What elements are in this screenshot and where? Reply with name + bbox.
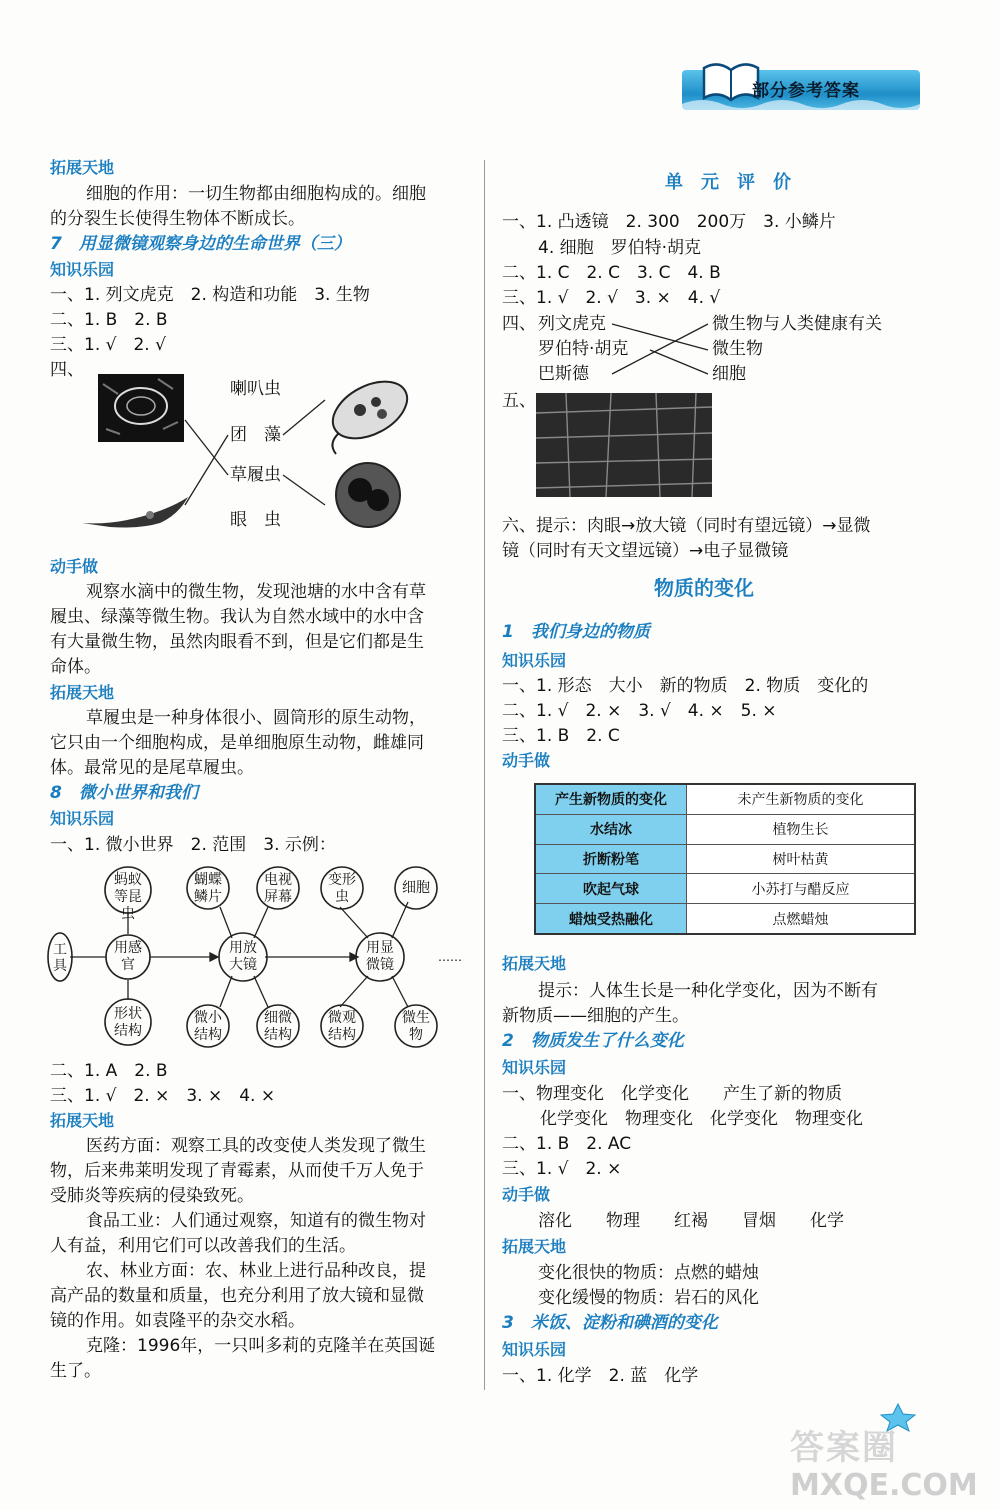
text-line: 农、林业方面：农、林业上进行品种改良，提 (86, 1261, 426, 1281)
table-cell: 树叶枯黄 (687, 844, 916, 874)
text-line: 新物质——细胞的产生。 (502, 1006, 689, 1026)
text-line: 溶化 物理 红褐 冒烟 化学 (538, 1211, 844, 1231)
lesson-title: 7 用显微镜观察身边的生命世界（三） (50, 234, 351, 254)
text-line: 人有益，利用它们可以改善我们的生活。 (50, 1236, 356, 1256)
diagram-node: 形状结构 (114, 1006, 142, 1039)
text-line: 克隆：1996年，一只叫多莉的克隆羊在英国诞 (86, 1336, 436, 1356)
match-label: 喇叭虫 (230, 379, 281, 399)
text-line: 观察水滴中的微生物，发现池塘的水中含有草 (86, 582, 426, 602)
match-right: 细胞 (712, 364, 746, 384)
text-line: 4. 细胞 罗伯特·胡克 (538, 238, 702, 258)
match-right: 微生物与人类健康有关 (712, 314, 882, 334)
text-line: 一、1. 凸透镜 2. 300 200万 3. 小鳞片 (502, 212, 836, 232)
text-line: 化学变化 物理变化 化学变化 物理变化 (540, 1109, 863, 1129)
diagram-node: 用感官 (114, 940, 142, 973)
table-row (535, 844, 915, 874)
diagram-node: 电视屏幕 (264, 872, 292, 905)
lesson-title: 2 物质发生了什么变化 (502, 1031, 684, 1051)
text-line: 物，后来弗莱明发现了青霉素，从而使千万人免于 (50, 1161, 424, 1181)
section-label: 知识乐园 (502, 1058, 567, 1077)
diagram-node: 微生物 (402, 1010, 430, 1043)
diagram-node: 蝴蝶鳞片 (194, 872, 222, 905)
section-label: 拓展天地 (50, 1111, 115, 1130)
section-label: 拓展天地 (502, 1237, 567, 1256)
text-line: 草履虫是一种身体很小、圆筒形的原生动物， (86, 708, 426, 728)
table-cell: 吹起气球 (535, 874, 687, 904)
text-line: 镜的作用。如袁隆平的杂交水稻。 (50, 1311, 305, 1331)
section-label: 拓展天地 (50, 683, 115, 702)
table-cell: 植物生长 (687, 814, 916, 844)
table-cell: 蜡烛受热融化 (535, 904, 687, 934)
text-line: 四、 (50, 360, 84, 380)
diagram-node: 用显微镜 (366, 940, 394, 973)
section-label: 动手做 (50, 557, 99, 576)
match-label: 眼 虫 (230, 510, 281, 530)
section-label: 动手做 (502, 1185, 551, 1204)
watermark-logo: 答案圈 (790, 1428, 898, 1468)
table-cell: 点燃蜡烛 (687, 904, 916, 934)
match-left: 列文虎克 (538, 314, 606, 334)
diagram-node: 微观结构 (328, 1010, 356, 1043)
text-line: 三、1. √ 2. × 3. × 4. × (50, 1086, 276, 1106)
lesson-title: 3 米饭、淀粉和碘酒的变化 (502, 1313, 718, 1333)
text-line: 提示：人体生长是一种化学变化，因为不断有 (538, 981, 878, 1001)
micro-image-volvox (98, 374, 184, 442)
lesson-title: 1 我们身边的物质 (502, 622, 650, 642)
unit-review-heading: 单 元 评 价 (665, 172, 791, 193)
table-header-cell: 未产生新物质的变化 (687, 784, 916, 814)
match-left: 巴斯德 (538, 364, 589, 384)
text-line: 一、1. 形态 大小 新的物质 2. 物质 变化的 (502, 676, 869, 696)
text-line: 六、提示：肉眼→放大镜（同时有望远镜）→显微 (502, 516, 871, 536)
text-line: 命体。 (50, 657, 101, 677)
text-line: 二、1. √ 2. × 3. √ 4. × 5. × (502, 701, 777, 721)
table-row (535, 904, 915, 934)
table-row (535, 814, 915, 844)
text-line: 生了。 (50, 1361, 101, 1381)
section-label: 拓展天地 (502, 954, 567, 973)
text-line: 五、 (502, 391, 536, 411)
section-label: 知识乐园 (50, 260, 115, 279)
table-row (535, 784, 915, 814)
change-table (534, 783, 916, 935)
micro-image-paramecium (318, 372, 414, 456)
section-label: 动手做 (502, 751, 551, 770)
text-line: 变化缓慢的物质：岩石的风化 (538, 1288, 759, 1308)
micro-image-onion-cells (536, 393, 712, 497)
match-label: 草履虫 (230, 465, 281, 485)
text-line: 三、1. √ 2. √ (50, 335, 166, 355)
text-line: 二、1. B 2. AC (502, 1134, 632, 1154)
diagram-node: 用放大镜 (229, 940, 257, 973)
chapter-title: 物质的变化 (654, 576, 754, 600)
text-line: 的分裂生长使得生物体不断成长。 (50, 209, 305, 229)
text-line: 二、1. A 2. B (50, 1061, 168, 1081)
diagram-node: 细微结构 (264, 1010, 292, 1043)
diagram-node: 微小结构 (194, 1010, 222, 1043)
section-label: 知识乐园 (50, 809, 115, 828)
match-label: 团 藻 (230, 425, 281, 445)
text-line: 二、1. C 2. C 3. C 4. B (502, 263, 721, 283)
section-label: 知识乐园 (502, 1340, 567, 1359)
section-label: 知识乐园 (502, 651, 567, 670)
text-line: 它只由一个细胞构成，是单细胞原生动物，雌雄同 (50, 733, 424, 753)
text-line: 二、1. B 2. B (50, 310, 168, 330)
text-line: 三、1. √ 2. √ 3. × 4. √ (502, 288, 721, 308)
text-line: 三、1. B 2. C (502, 726, 620, 746)
diagram-node: 工具 (53, 942, 67, 974)
text-line: 三、1. √ 2. × (502, 1159, 622, 1179)
text-line: 体。最常见的是尾草履虫。 (50, 758, 254, 778)
table-row (535, 874, 915, 904)
text-line: 食品工业：人们通过观察，知道有的微生物对 (86, 1211, 426, 1231)
page-header-title: 部分参考答案 (752, 81, 860, 101)
text-line: 履虫、绿藻等微生物。我认为自然水域中的水中含 (50, 607, 424, 627)
table-cell: 小苏打与醋反应 (687, 874, 916, 904)
text-line: 镜（同时有天文望远镜）→电子显微镜 (502, 541, 789, 561)
diagram-node: 细胞 (402, 880, 430, 896)
table-cell: 水结冰 (535, 814, 687, 844)
diagram-node: 蚂蚁等昆虫 (114, 872, 142, 922)
text-line: 一、物理变化 化学变化 产生了新的物质 (502, 1084, 842, 1104)
micro-image-cell (328, 460, 408, 530)
lesson-title: 8 微小世界和我们 (50, 783, 198, 803)
table-cell: 折断粉笔 (535, 844, 687, 874)
section-label: 拓展天地 (50, 158, 115, 177)
text-line: 有大量微生物，虽然肉眼看不到，但是它们都是生 (50, 632, 424, 652)
micro-image-euglena (80, 485, 190, 530)
column-divider (484, 160, 485, 1390)
watermark-url: MXQE.COM (790, 1468, 978, 1503)
text-line: 受肺炎等疾病的侵染致死。 (50, 1186, 254, 1206)
matching-lines (610, 318, 710, 378)
text-line: 变化很快的物质：点燃的蜡烛 (538, 1263, 759, 1283)
table-header-cell: 产生新物质的变化 (535, 784, 687, 814)
text-line: 四、 (502, 314, 536, 334)
text-line: 细胞的作用：一切生物都由细胞构成的。细胞 (86, 184, 426, 204)
text-line: 一、1. 列文虎克 2. 构造和功能 3. 生物 (50, 285, 370, 305)
matching-lines (180, 380, 330, 530)
text-line: 一、1. 微小世界 2. 范围 3. 示例： (50, 835, 336, 855)
diagram-ellipsis: …… (438, 950, 462, 964)
match-left: 罗伯特·胡克 (538, 339, 629, 359)
diagram-node: 变形虫 (328, 872, 356, 905)
text-line: 医药方面：观察工具的改变使人类发现了微生 (86, 1136, 426, 1156)
text-line: 一、1. 化学 2. 蓝 化学 (502, 1366, 699, 1386)
text-line: 高产品的数量和质量，也充分利用了放大镜和显微 (50, 1286, 424, 1306)
match-right: 微生物 (712, 339, 763, 359)
